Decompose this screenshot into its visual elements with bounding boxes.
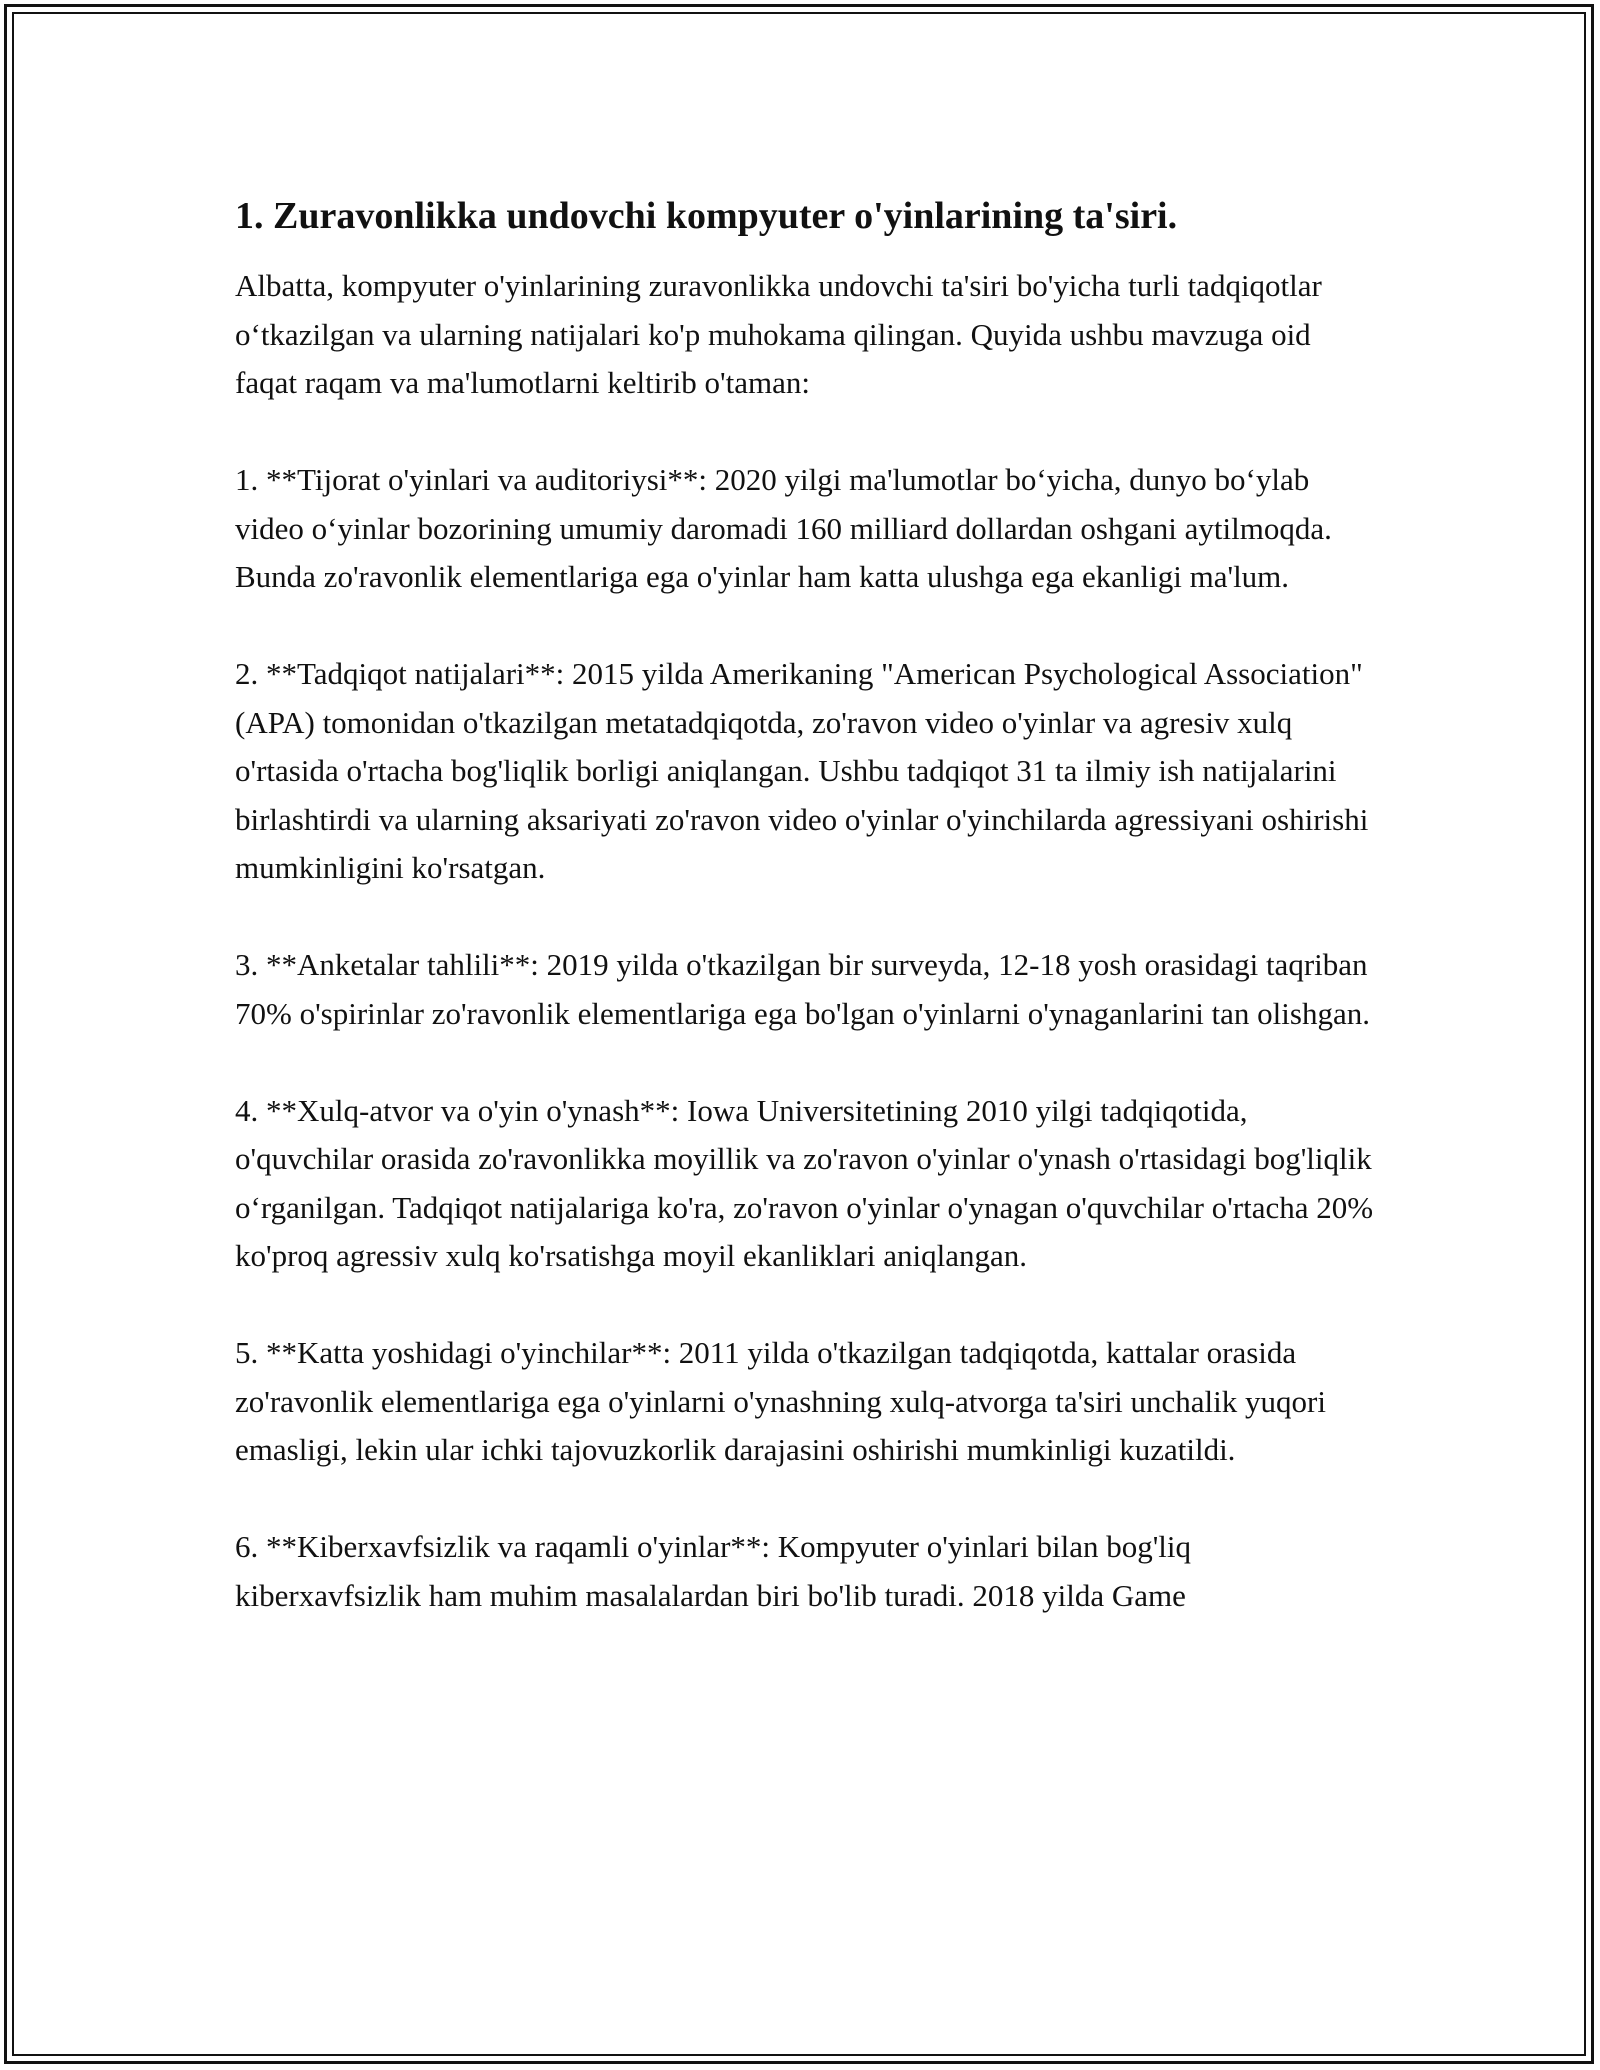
intro-paragraph: Albatta, kompyuter o'yinlarining zuravonlikka undovchi ta'siri bo'yicha turli tadqiqotlar o‘tkazilgan va ularning natijalari ko'p muhokama qilingan. Quyida ushbu mavzuga oid faqat raqam va ma'lumotlarni keltirib o'taman: [235,268,1322,400]
list-item-6: 6. **Kiberxavfsizlik va raqamli o'yinlar**: Kompyuter o'yinlari bilan bog'liq kiberxavfsizlik ham muhim masalalardan biri bo'lib turadi. 2018 yilda Game [235,1529,1192,1613]
list-item-1: 1. **Tijorat o'yinlari va auditoriysi**: 2020 yilgi ma'lumotlar bo‘yicha, dunyo bo‘ylab video o‘yinlar bozorining umumiy daromadi 160 milliard dollardan oshgani aytilmoqda. Bunda zo'ravonlik elementlariga ega o'yinlar ham katta ulushga ega ekanligi ma'lum. [235,462,1332,594]
document-body [235,192,1375,1620]
list-item-5: 5. **Katta yoshidagi o'yinchilar**: 2011 yilda o'tkazilgan tadqiqotda, kattalar orasida zo'ravonlik elementlariga ega o'yinlarni o'ynashning xulq-atvorga ta'siri unchalik yuqori emasligi, lekin ular ichki tajovuzkorlik darajasini oshirishi mumkinligi kuzatildi. [235,1335,1326,1467]
list-item-2: 2. **Tadqiqot natijalari**: 2015 yilda Amerikaning "American Psychological Association" (APA) tomonidan o'tkazilgan metatadqiqotda, zo'ravon video o'yinlar va agresiv xulq o'rtasida o'rtacha bog'liqlik borligi aniqlangan. Ushbu tadqiqot 31 ta ilmiy ish natijalarini birlashtirdi va ularning aksariyati zo'ravon video o'yinlar o'yinchilarda agressiyani oshirishi mumkinligini ko'rsatgan. [235,656,1369,885]
list-item-3: 3. **Anketalar tahlili**: 2019 yilda o'tkazilgan bir surveyda, 12-18 yosh orasidagi taqriban 70% o'spirinlar zo'ravonlik elementlariga ega bo'lgan o'yinlarni o'ynaganlarini tan olishgan. [235,947,1370,1031]
document-title: 1. Zuravonlikka undovchi kompyuter o'yinlarining ta'siri. [235,195,1178,237]
list-item-4: 4. **Xulq-atvor va o'yin o'ynash**: Iowa Universitetining 2010 yilgi tadqiqotida, o'quvchilar orasida zo'ravonlikka moyillik va zo'ravon o'yinlar o'ynash o'rtasidagi bog'liqlik o‘rganilgan. Tadqiqot natijalariga ko'ra, zo'ravon o'yinlar o'ynagan o'quvchilar o'rtacha 20% ko'proq agressiv xulq ko'rsatishga moyil ekanliklari aniqlangan. [235,1092,1374,1273]
